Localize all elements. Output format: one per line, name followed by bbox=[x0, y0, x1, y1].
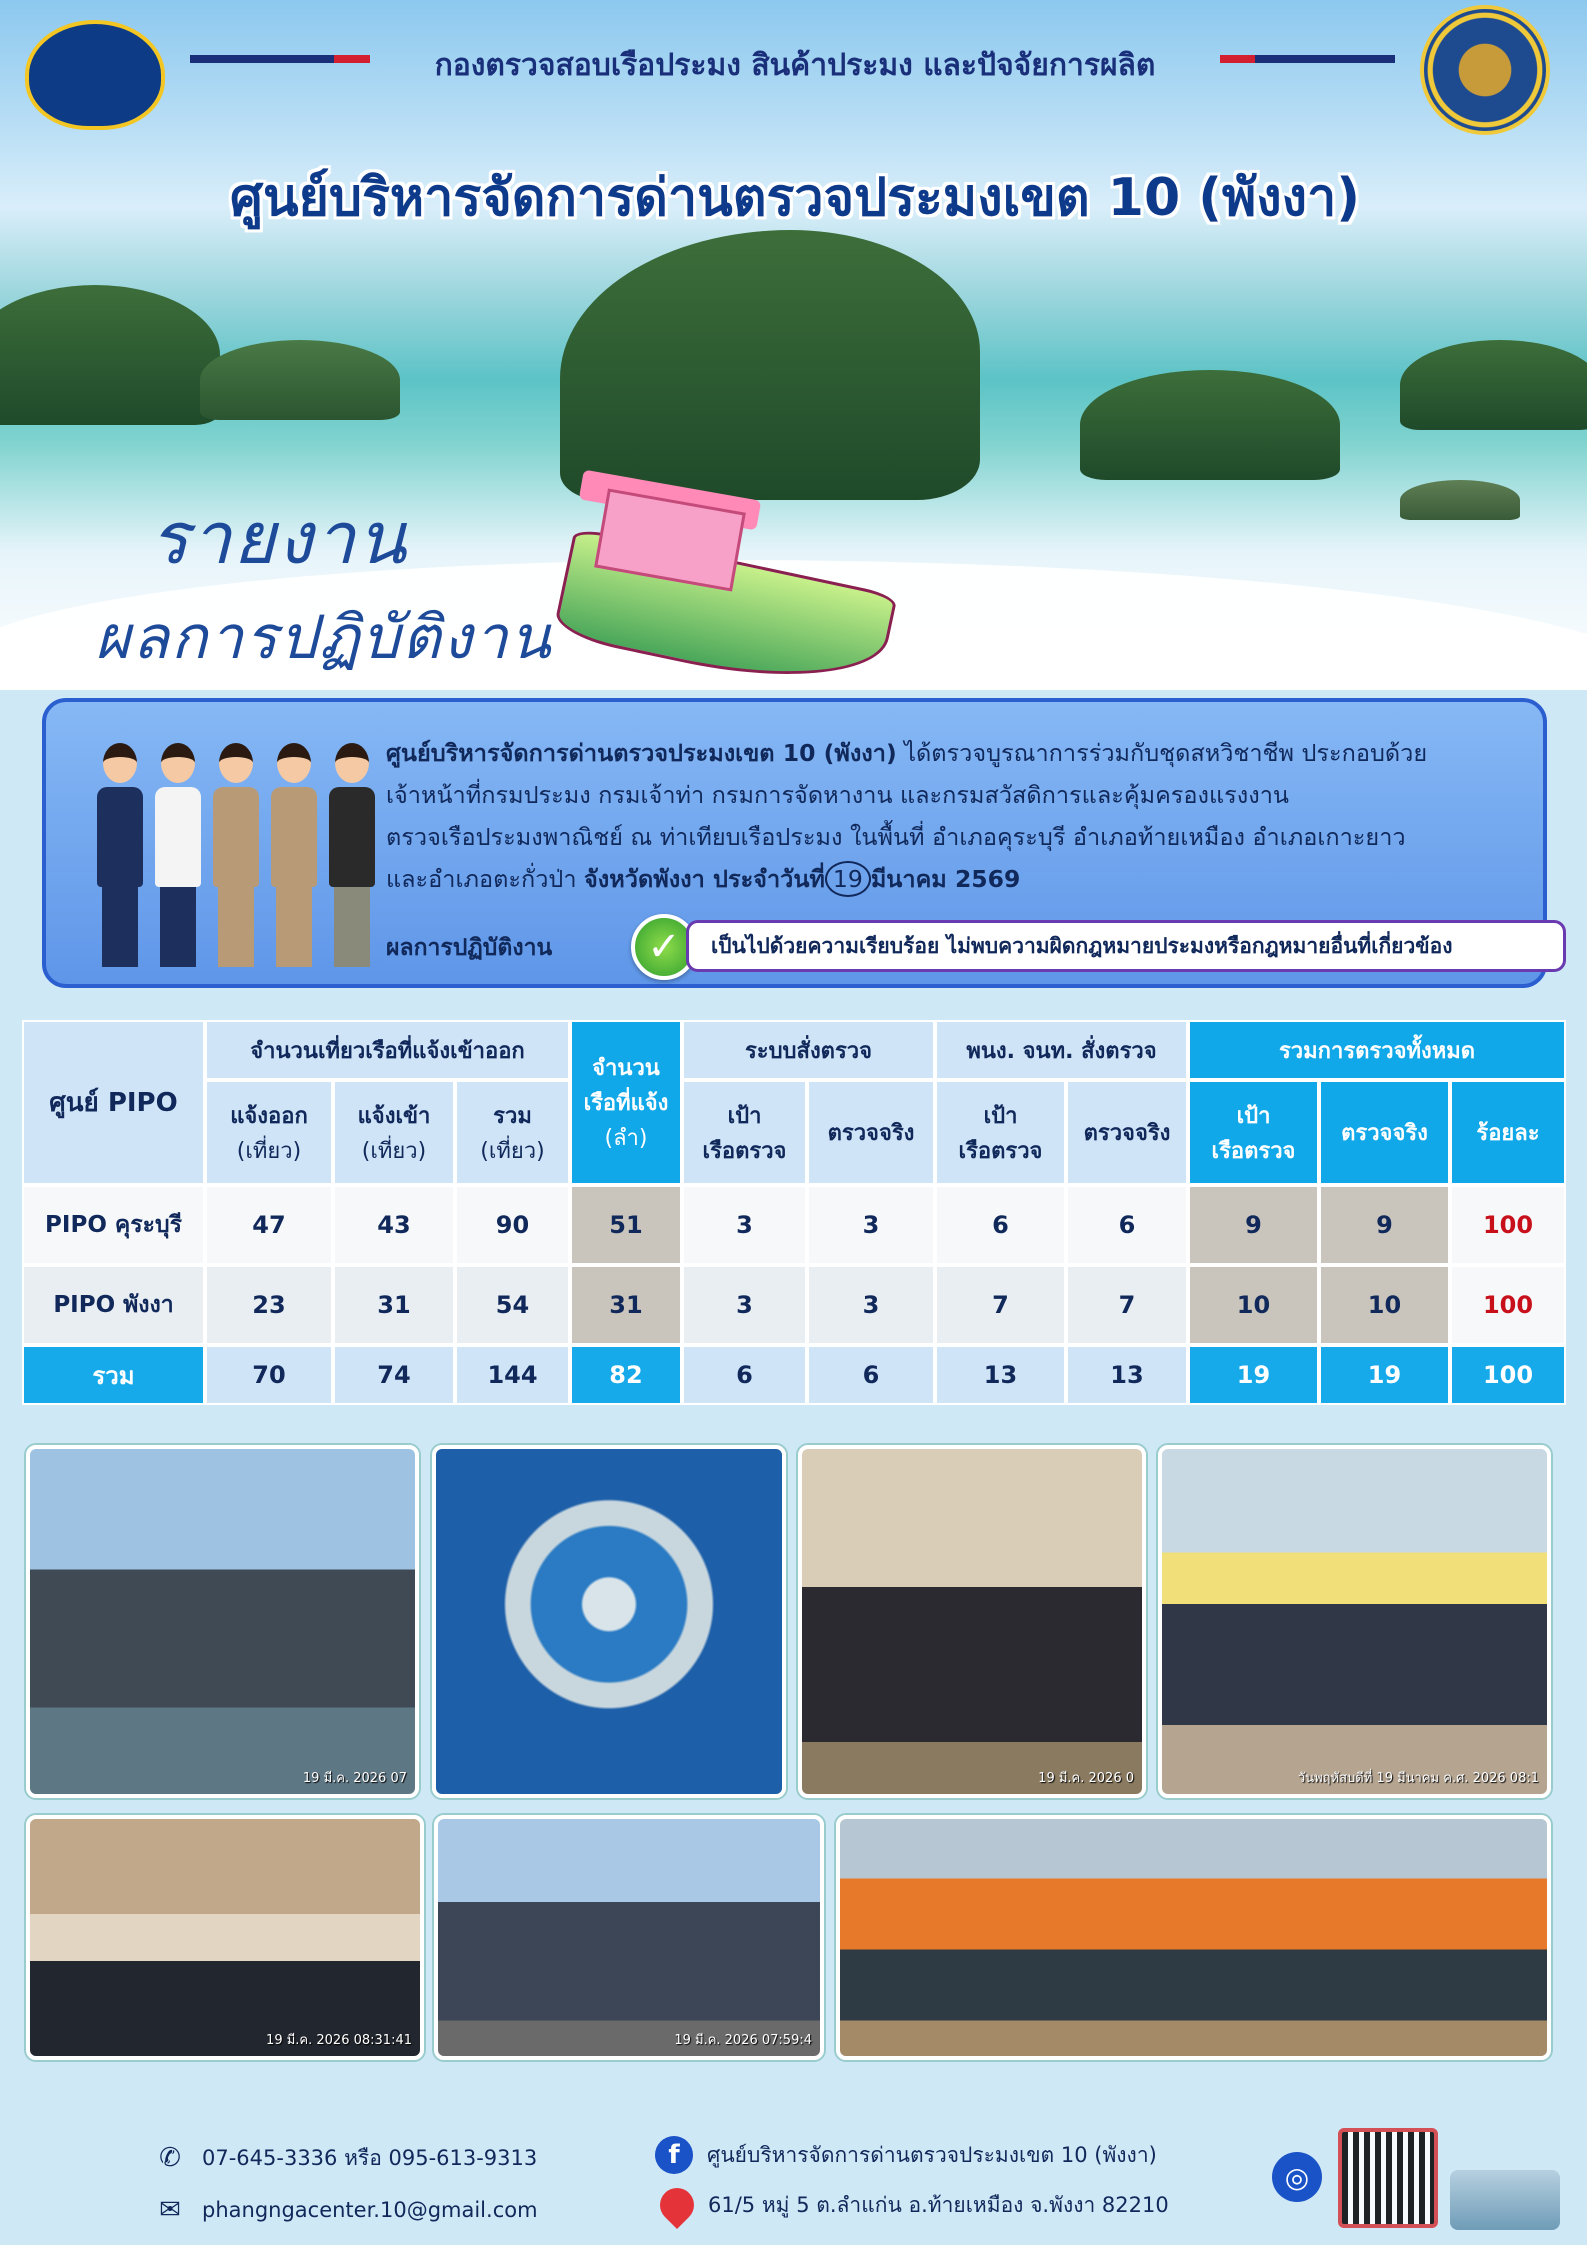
col-header-boats: จำนวน เรือที่แจ้ง (ลำ) bbox=[570, 1020, 682, 1185]
report-day: 19 bbox=[825, 861, 871, 897]
qr-code[interactable] bbox=[1338, 2128, 1438, 2228]
department-title: กองตรวจสอบเรือประมง สินค้าประมง และปัจจัยการผลิต bbox=[434, 48, 1156, 83]
email-icon: ✉ bbox=[159, 2195, 181, 2225]
photo-crew-group bbox=[836, 1815, 1551, 2060]
department-seal-icon bbox=[1420, 5, 1550, 135]
department-of-fisheries-logo bbox=[1410, 10, 1560, 130]
fishing-boat-illustration bbox=[560, 470, 890, 680]
photo-pier-inspection: 19 มี.ค. 2026 08:31:41 bbox=[26, 1815, 424, 2060]
footer-email: ✉ phangngacenter.10@gmail.com bbox=[152, 2192, 538, 2228]
table-row: PIPO พังงา 23 31 54 31 3 3 7 7 10 10 100 bbox=[22, 1265, 1566, 1345]
island-illustration bbox=[1080, 370, 1340, 480]
col-header-in: แจ้งเข้า (เที่ยว) bbox=[333, 1080, 455, 1185]
result-text: เป็นไปด้วยความเรียบร้อย ไม่พบความผิดกฎหมายประมงหรือกฎหมายอื่นที่เกี่ยวข้อง bbox=[686, 920, 1566, 972]
photo-crew-interview: 19 มี.ค. 2026 07:59:4 bbox=[434, 1815, 824, 2060]
result-label: ผลการปฏิบัติงาน bbox=[386, 935, 553, 961]
col-header-percent: ร้อยละ bbox=[1450, 1080, 1566, 1185]
island-illustration bbox=[0, 285, 220, 425]
officers-illustration bbox=[96, 737, 396, 967]
report-heading-line1: รายงาน bbox=[150, 496, 409, 580]
photo-fishing-boat: 19 มี.ค. 2026 07 bbox=[26, 1445, 419, 1798]
col-header-trips: จำนวนเที่ยวเรือที่แจ้งเข้าออก bbox=[205, 1020, 570, 1080]
col-header-center: ศูนย์ PIPO bbox=[22, 1020, 205, 1185]
summary-box bbox=[42, 698, 1547, 988]
report-heading-line2: ผลการปฏิบัติงาน bbox=[95, 603, 553, 673]
facebook-icon: f bbox=[655, 2136, 693, 2174]
island-illustration bbox=[1400, 340, 1587, 430]
island-illustration bbox=[1400, 480, 1520, 520]
table-row: PIPO คุระบุรี 47 43 90 51 3 3 6 6 9 9 100 bbox=[22, 1185, 1566, 1265]
check-circle-icon: ✓ bbox=[631, 914, 697, 980]
page-title: ศูนย์บริหารจัดการด่านตรวจประมงเขต 10 (พังงา) bbox=[229, 168, 1361, 228]
col-header-sys-actual: ตรวจจริง bbox=[807, 1080, 935, 1185]
col-header-off-actual: ตรวจจริง bbox=[1066, 1080, 1188, 1185]
phone-icon: ✆ bbox=[159, 2143, 181, 2173]
col-header-tot-target: เป้า เรือตรวจ bbox=[1188, 1080, 1319, 1185]
island-illustration bbox=[560, 230, 980, 500]
col-header-officer: พนง. จนท. สั่งตรวจ bbox=[935, 1020, 1188, 1080]
col-header-out: แจ้งออก (เที่ยว) bbox=[205, 1080, 333, 1185]
summary-text: ศูนย์บริหารจัดการด่านตรวจประมงเขต 10 (พังงา) ได้ตรวจบูรณาการร่วมกับชุดสหวิชาชีพ ประกอบด้วย เจ้าหน้าที่กรมประมง กรมเจ้าท่า กรมการจัดหางาน และกรมสวัสดิการและคุ้มครองแรงงาน ตรวจเรือประมงพาณิชย์ ณ ท่าเทียบเรือประมง ในพื้นที่ อำเภอคุระบุรี อำเภอท้ายเหมือง อำเภอเกาะยาว และอำเภอตะกั่วป่า จังหวัดพังงา ประจำวันที่ 19 มีนาคม 2569 bbox=[386, 732, 1526, 900]
footer-phone: ✆ 07-645-3336 หรือ 095-613-9313 bbox=[152, 2140, 537, 2176]
table-total-row: รวม 70 74 144 82 6 6 13 13 19 19 100 bbox=[22, 1345, 1566, 1405]
footer-address: 61/5 หมู่ 5 ต.ลำแก่น อ.ท้ายเหมือง จ.พังงา 82210 bbox=[660, 2188, 1169, 2222]
col-header-off-target: เป้า เรือตรวจ bbox=[935, 1080, 1066, 1185]
photo-fish-baskets bbox=[432, 1445, 786, 1798]
fishery-inspection-logo bbox=[20, 15, 170, 135]
globe-icon[interactable]: ◎ bbox=[1272, 2152, 1322, 2202]
footer-facebook: f ศูนย์บริหารจัดการด่านตรวจประมงเขต 10 (พังงา) bbox=[655, 2136, 1157, 2174]
decor-line-right bbox=[1220, 55, 1395, 63]
org-name: ศูนย์บริหารจัดการด่านตรวจประมงเขต 10 (พังงา) bbox=[386, 739, 897, 767]
fishery-inspection-badge-icon bbox=[25, 20, 165, 130]
decor-line-left bbox=[190, 55, 370, 63]
island-illustration bbox=[200, 340, 400, 420]
col-header-total: รวมการตรวจทั้งหมด bbox=[1188, 1020, 1566, 1080]
col-header-sum: รวม (เที่ยว) bbox=[455, 1080, 570, 1185]
photo-officers-inspecting: 19 มี.ค. 2026 0 bbox=[798, 1445, 1146, 1798]
boat-thumbnail bbox=[1450, 2170, 1560, 2230]
photo-document-check: วันพฤหัสบดีที่ 19 มีนาคม ค.ศ. 2026 08:1 bbox=[1158, 1445, 1551, 1798]
col-header-system: ระบบสั่งตรวจ bbox=[682, 1020, 935, 1080]
col-header-tot-actual: ตรวจจริง bbox=[1319, 1080, 1450, 1185]
col-header-sys-target: เป้า เรือตรวจ bbox=[682, 1080, 807, 1185]
inspection-table bbox=[22, 1020, 1566, 1405]
location-pin-icon bbox=[653, 2181, 701, 2229]
